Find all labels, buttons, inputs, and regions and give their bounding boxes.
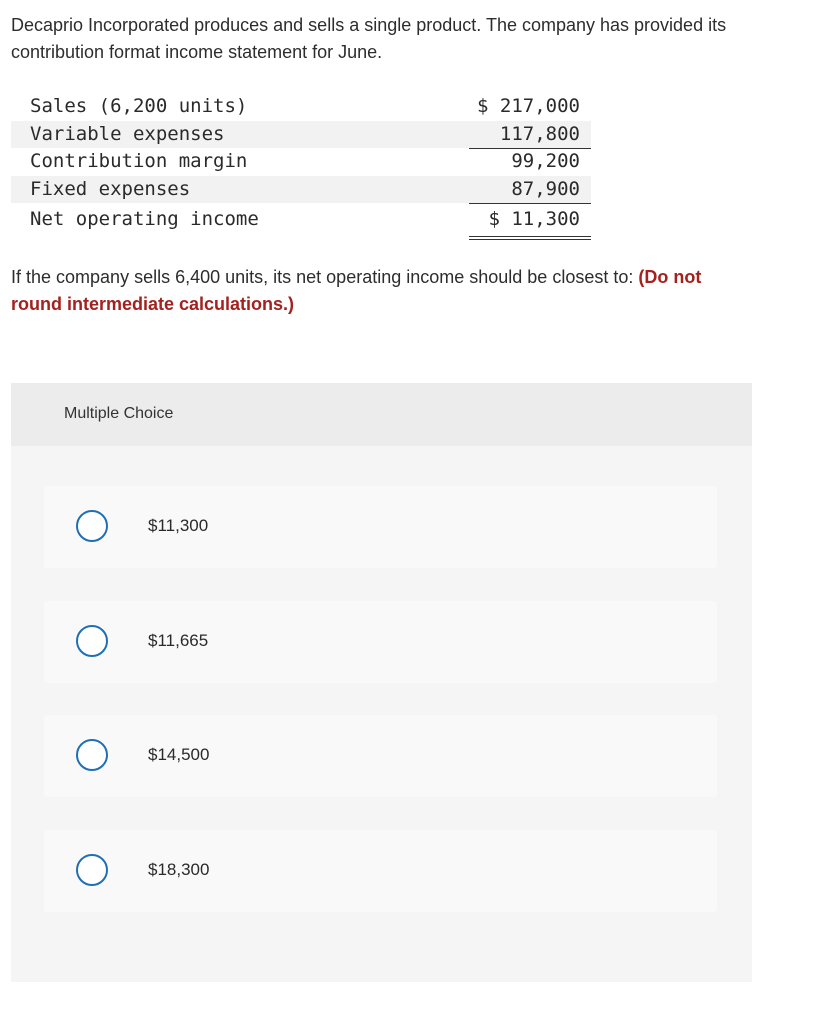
choice-option-3[interactable]	[44, 715, 717, 797]
choice-option-2[interactable]	[44, 601, 717, 683]
statement-label-fixed-expenses: Fixed expenses	[30, 177, 191, 200]
choice-label: $18,300	[148, 860, 210, 879]
choice-label: $11,300	[148, 516, 209, 535]
question-prompt	[11, 264, 751, 318]
choice-label: $14,500	[148, 745, 210, 764]
statement-label-contribution-margin: Contribution margin	[30, 150, 248, 172]
multiple-choice-header	[11, 383, 752, 446]
choice-label: $11,665	[148, 631, 209, 650]
radio-button-icon[interactable]	[76, 854, 108, 886]
problem-intro	[11, 12, 751, 66]
radio-button-icon[interactable]	[76, 510, 108, 542]
radio-button-icon[interactable]	[76, 625, 108, 657]
multiple-choice-title: Multiple Choice	[64, 405, 174, 422]
income-statement	[11, 93, 591, 236]
statement-row-fixed-expenses	[11, 176, 591, 204]
statement-amount-fixed-expenses: 87,900	[469, 176, 591, 205]
statement-label-net-operating-income: Net operating income	[30, 208, 259, 230]
question-hint: (Do not round intermediate calculations.)	[11, 267, 702, 314]
statement-row-net-operating-income	[11, 203, 591, 236]
choice-option-4[interactable]	[44, 830, 717, 912]
question-text: If the company sells 6,400 units, its net operating income should be closest to:	[11, 267, 639, 287]
multiple-choice-panel	[11, 383, 752, 982]
radio-button-icon[interactable]	[76, 739, 108, 771]
statement-amount-net-operating-income: $ 11,300	[469, 203, 591, 240]
statement-amount-contribution-margin: 99,200	[511, 150, 580, 172]
choice-option-1[interactable]	[44, 486, 717, 568]
statement-row-sales	[11, 93, 591, 121]
statement-row-contribution-margin	[11, 148, 591, 176]
statement-row-variable-expenses	[11, 121, 591, 149]
statement-amount-variable-expenses: 117,800	[469, 121, 591, 150]
statement-label-variable-expenses: Variable expenses	[30, 122, 225, 145]
problem-intro-text: Decaprio Incorporated produces and sells a single product. The company has provided its contribution format income statement for June.	[11, 15, 727, 62]
statement-label-sales: Sales (6,200 units)	[30, 95, 248, 117]
statement-amount-sales: $ 217,000	[477, 95, 580, 117]
